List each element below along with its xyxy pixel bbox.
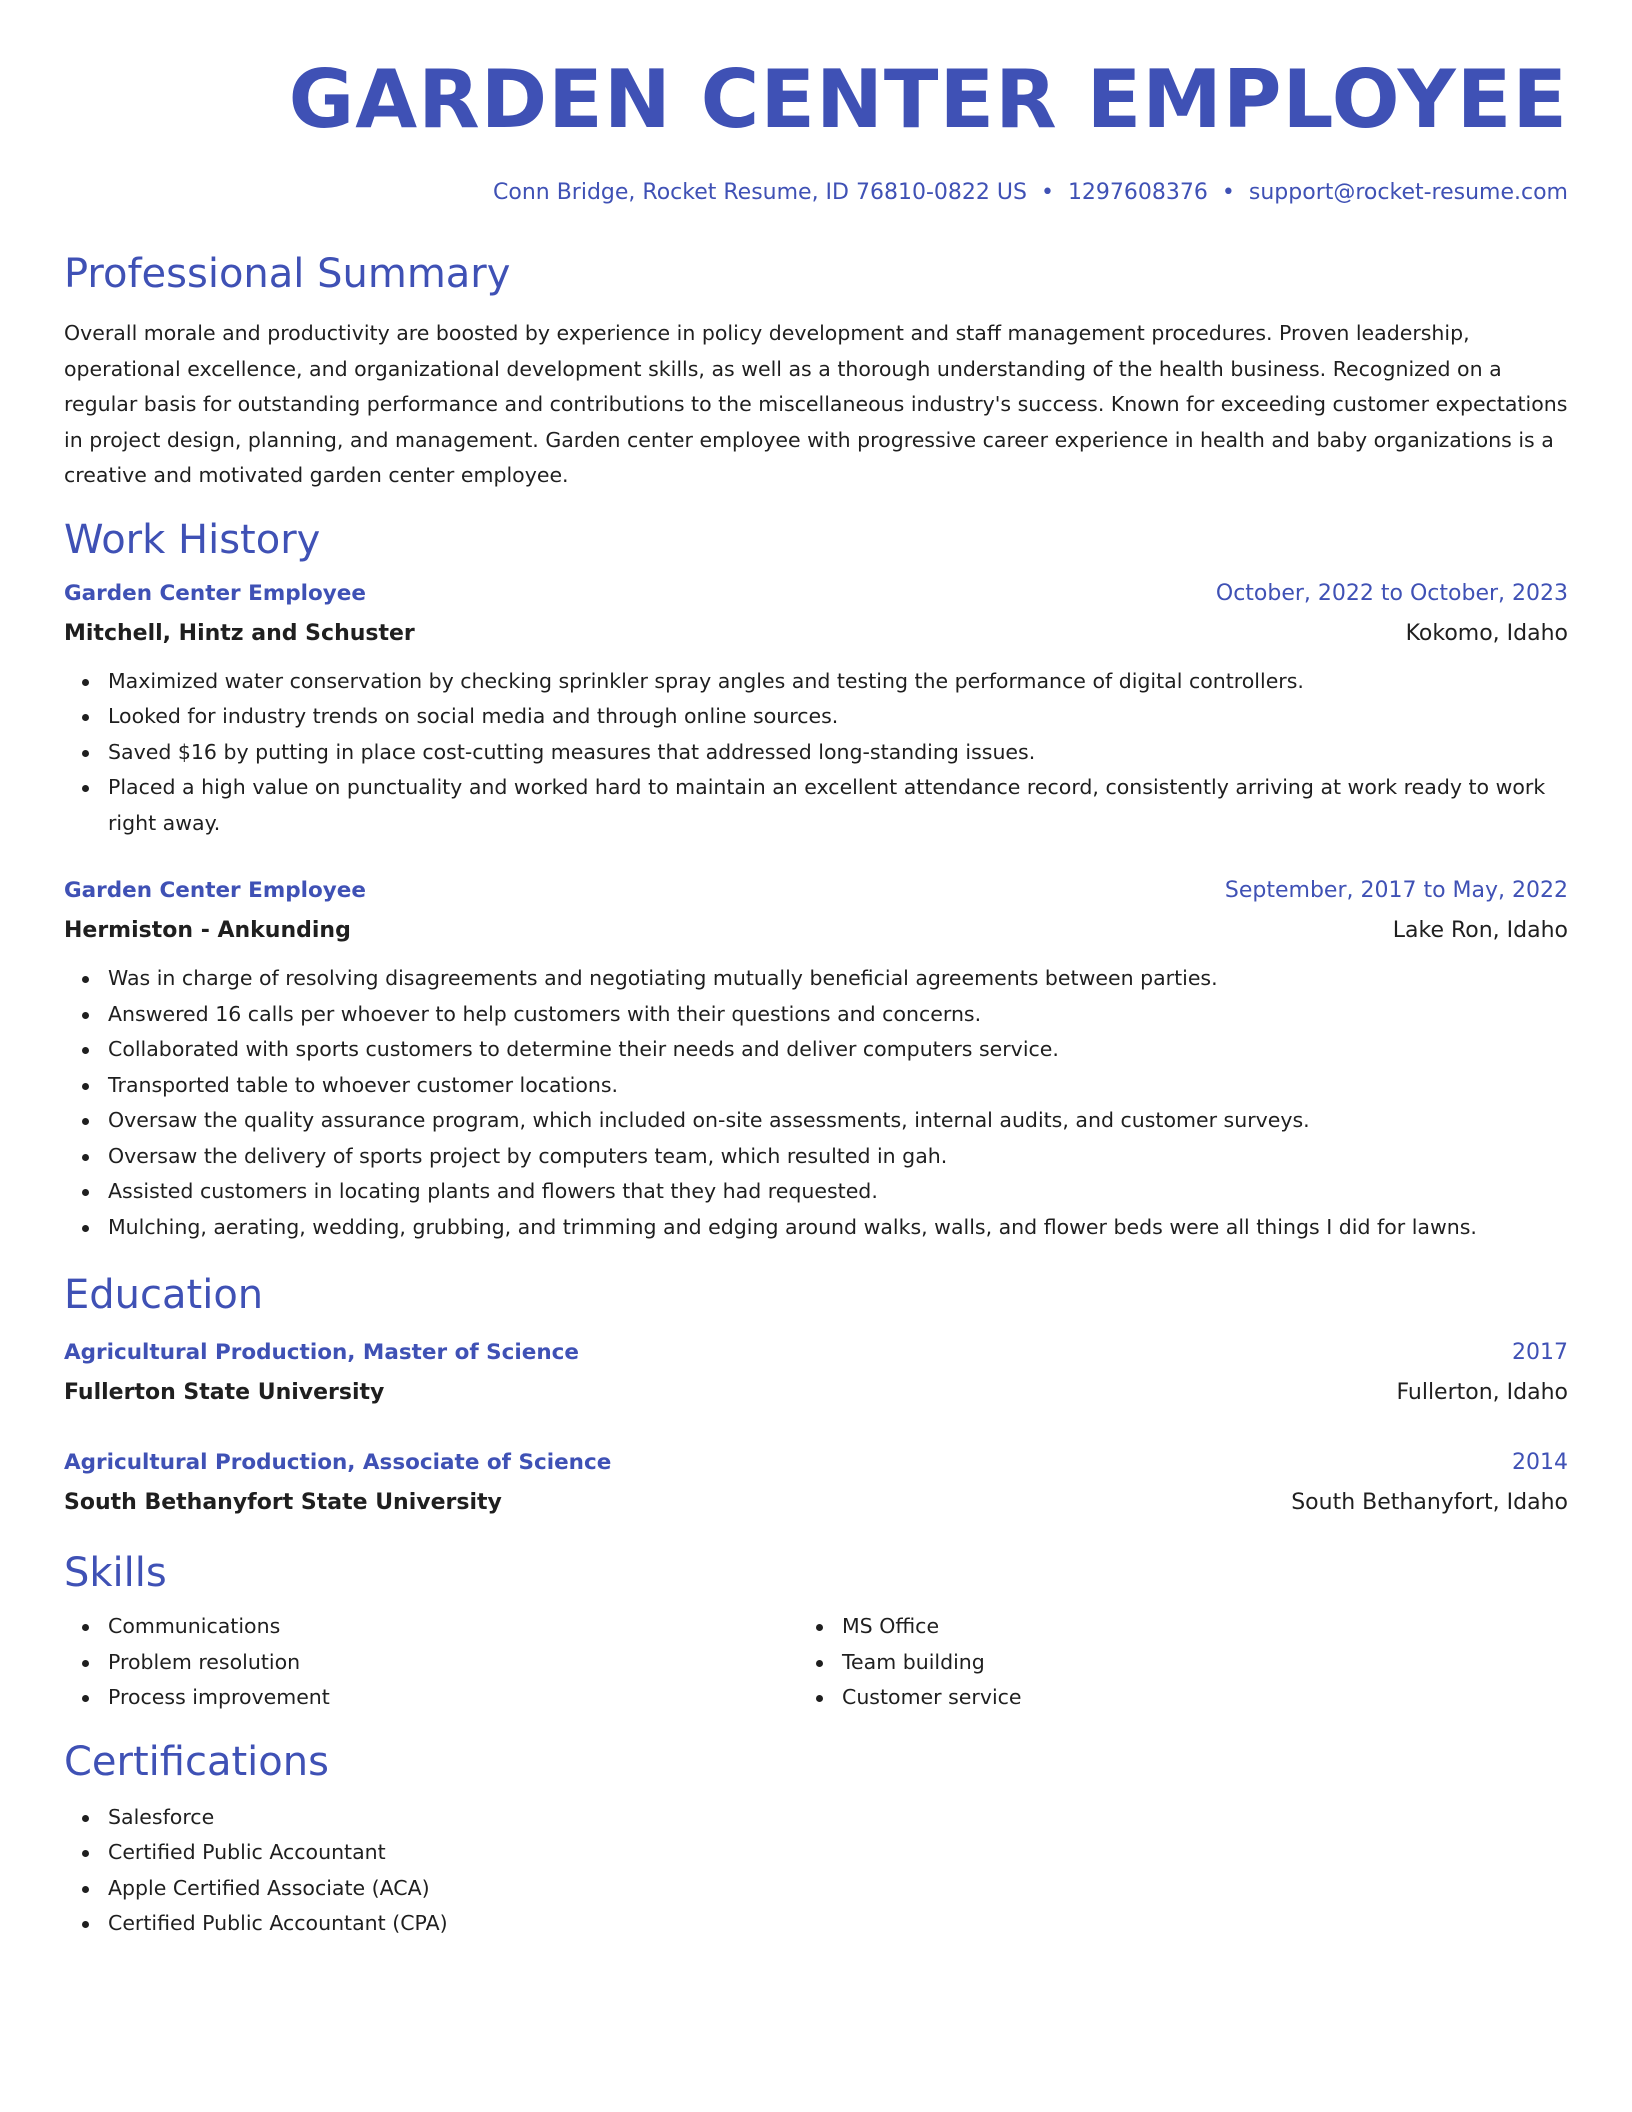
job-company-row [64, 911, 1568, 951]
job-location: Lake Ron, Idaho [1392, 918, 1568, 943]
education-location: South Bethanyfort, Idaho [1291, 1490, 1568, 1515]
education-degree-row [64, 1333, 1568, 1373]
skills-column [64, 1609, 798, 1716]
education-year: 2017 [1512, 1340, 1568, 1365]
job-bullet: Looked for industry trends on social media and through online sources. [108, 699, 1568, 735]
certification-item: Salesforce [108, 1800, 1568, 1836]
education-heading: Education [64, 1272, 264, 1318]
job-dates: October, 2022 to October, 2023 [1215, 580, 1568, 606]
skill-item: MS Office [842, 1609, 1568, 1645]
certification-item: Apple Certified Associate (ACA) [108, 1871, 1568, 1907]
work-history-heading: Work History [64, 516, 321, 563]
job-company: Hermiston - Ankunding [64, 918, 351, 943]
job-entry [64, 574, 1568, 842]
contact-email: support@rocket-resume.com [1248, 180, 1568, 205]
education-entry [64, 1443, 1568, 1523]
job-bullet: Collaborated with sports customers to determine their needs and deliver computers service. [108, 1032, 1568, 1068]
job-bullet: Maximized water conservation by checking sprinkler spray angles and testing the performance of digital controllers. [108, 664, 1568, 700]
job-bullet: Transported table to whoever customer locations. [108, 1068, 1568, 1104]
education-school-row [64, 1373, 1568, 1413]
skills-column [798, 1609, 1568, 1716]
summary-text: Overall morale and productivity are boosted by experience in policy development and staff management procedures. Proven leadership, operational excellence, and organizational development skills, as well as a thorough understanding of the health business. Recognized on a regular basis for outstanding performance and contributions to the miscellaneous industry's success. Known for exceeding customer expectations in project design, planning, and management. Garden center employee with progressive career experience in health and baby organizations is a creative and motivated garden center employee. [64, 321, 1568, 487]
education-section [64, 1271, 1568, 1523]
job-company: Mitchell, Hintz and Schuster [64, 620, 415, 646]
skill-item: Team building [842, 1645, 1568, 1681]
education-year: 2014 [1512, 1450, 1568, 1475]
summary-heading: Professional Summary [64, 251, 511, 297]
certifications-section [64, 1738, 1568, 1942]
skill-item: Communications [108, 1609, 798, 1645]
education-degree: Agricultural Production, Associate of Science [64, 1450, 612, 1475]
education-degree-row [64, 1443, 1568, 1483]
job-title-row [64, 871, 1568, 911]
certifications-list [64, 1800, 1568, 1942]
job-bullets [64, 961, 1568, 1245]
contact-separator: • [1221, 180, 1235, 205]
contact-line [64, 178, 1568, 208]
job-title: Garden Center Employee [64, 878, 366, 903]
certification-item: Certified Public Accountant [108, 1835, 1568, 1871]
contact-phone: 1297608376 [1067, 180, 1208, 205]
job-title: Garden Center Employee [64, 580, 366, 606]
skills-section [64, 1549, 1568, 1716]
job-bullet: Answered 16 calls per whoever to help customers with their questions and concerns. [108, 997, 1568, 1033]
education-degree: Agricultural Production, Master of Science [64, 1340, 579, 1365]
job-dates: September, 2017 to May, 2022 [1224, 878, 1568, 903]
skills-list [798, 1609, 1568, 1716]
contact-address: Conn Bridge, Rocket Resume, ID 76810-0822 US [493, 180, 1027, 205]
education-location: Fullerton, Idaho [1396, 1380, 1568, 1405]
contact-separator: • [1040, 180, 1054, 205]
skill-item: Problem resolution [108, 1645, 798, 1681]
job-bullet: Oversaw the quality assurance program, which included on-site assessments, internal audits, and customer surveys. [108, 1103, 1568, 1139]
resume-header [64, 52, 1568, 208]
job-bullet: Mulching, aerating, wedding, grubbing, and trimming and edging around walks, walls, and flower beds were all things I did for lawns. [108, 1210, 1568, 1246]
job-bullets [64, 664, 1568, 842]
education-school: South Bethanyfort State University [64, 1490, 502, 1515]
job-bullet: Saved $16 by putting in place cost-cutting measures that addressed long-standing issues. [108, 735, 1568, 771]
job-location: Kokomo, Idaho [1405, 620, 1568, 646]
certification-item: Certified Public Accountant (CPA) [108, 1906, 1568, 1942]
education-entry [64, 1333, 1568, 1413]
job-bullet: Was in charge of resolving disagreements and negotiating mutually beneficial agreements between parties. [108, 961, 1568, 997]
skill-item: Customer service [842, 1680, 1568, 1716]
education-school: Fullerton State University [64, 1380, 385, 1405]
work-history-section [64, 516, 1568, 1246]
job-bullet: Assisted customers in locating plants and flowers that they had requested. [108, 1174, 1568, 1210]
job-title-row [64, 574, 1568, 614]
resume-title: GARDEN CENTER EMPLOYEE [288, 53, 1568, 146]
skills-columns [64, 1609, 1568, 1716]
skills-heading: Skills [64, 1550, 167, 1596]
job-bullet: Placed a high value on punctuality and worked hard to maintain an excellent attendance record, consistently arriving at work ready to work right away. [108, 770, 1568, 841]
job-bullet: Oversaw the delivery of sports project by computers team, which resulted in gah. [108, 1139, 1568, 1175]
education-school-row [64, 1483, 1568, 1523]
job-company-row [64, 614, 1568, 654]
job-entry [64, 871, 1568, 1245]
certifications-heading: Certifications [64, 1738, 329, 1785]
skills-list [64, 1609, 798, 1716]
skill-item: Process improvement [108, 1680, 798, 1716]
summary-section [64, 250, 1568, 494]
